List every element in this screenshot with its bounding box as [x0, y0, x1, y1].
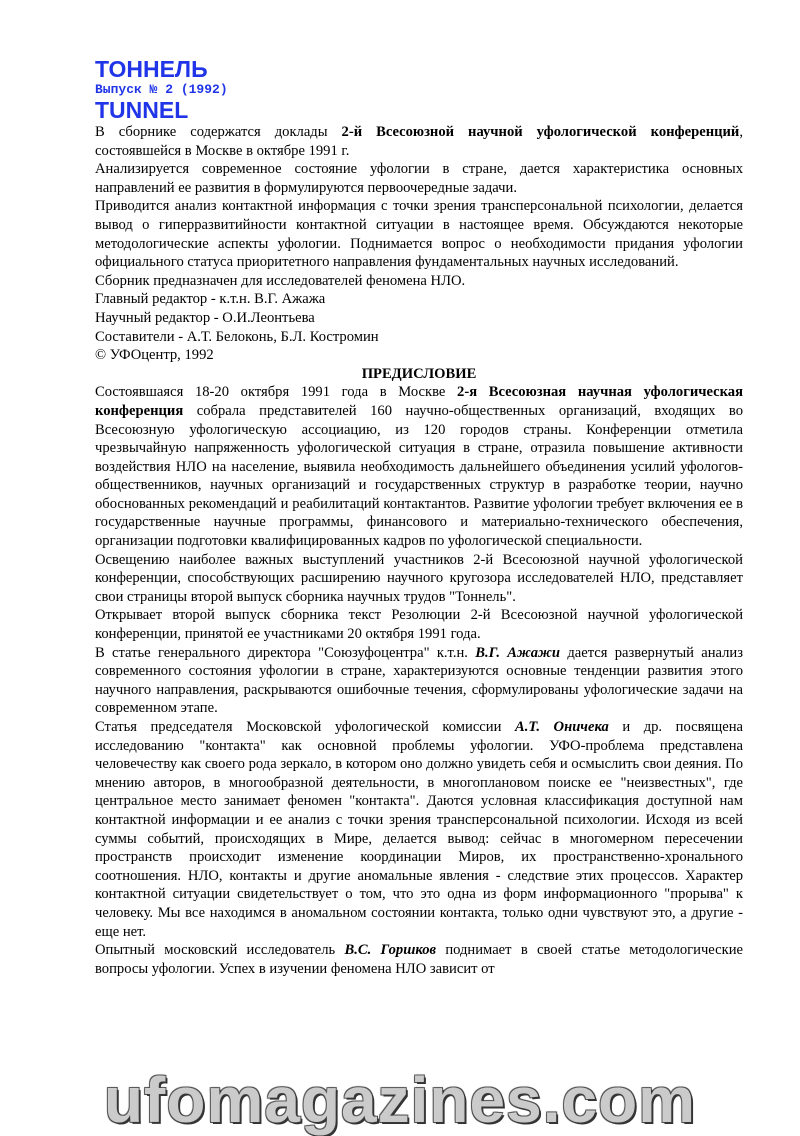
title-russian: ТОННЕЛЬ — [95, 56, 208, 82]
preface-paragraph-4: В статье генерального директора "Союзуфоцентра" к.т.н. В.Г. Ажажи дается развернутый анализ современного состояния уфологии в стране, характеризуются основные тенденции развития этого научного направления, раскрываются ошибочные течения, сформулированы уфологические задачи на современном этапе. — [95, 644, 743, 717]
title-english: TUNNEL — [95, 97, 189, 123]
intro-paragraph-4: Сборник предназначен для исследователей феномена НЛО. — [95, 272, 466, 289]
intro-paragraph-1: В сборнике содержатся доклады 2-й Всесоюзной научной уфологической конференций, состоявшейся в Москве в октябре 1991 г. — [95, 124, 743, 159]
preface-paragraph-6: Опытный московский исследователь В.С. Горшков поднимает в своей статье методологические вопросы уфологии. Успех в изучении феномена НЛО зависит от — [95, 942, 743, 977]
document-page — [95, 56, 743, 978]
issue-number: Выпуск № 2 (1992) — [95, 82, 228, 97]
preface-paragraph-1: Состоявшаяся 18-20 октября 1991 года в Москве 2-я Всесоюзная научная уфологическая конференция собрала представителей 160 научно-общественных организаций, входящих во Всесоюзную уфологическую ассоциацию, из 120 городов страны. Конференции отметила чрезвычайную напряженность уфологической ситуация в стране, отразила повышение активности воздействия НЛО на население, выявила необходимость дальнейшего объединения усилий уфологов-общественников, научных организаций и государственных структур в разработке теории, научно обоснованных рекомендаций и реабилитаций контактантов. Развитие уфологии требует включения ее в государственные научные программы, финансового и материально-технического обеспечения, организации подготовки квалифицированных кадров по уфологической специальности. — [95, 384, 743, 550]
chief-editor: Главный редактор - к.т.н. В.Г. Ажажа — [95, 291, 326, 308]
preface-paragraph-2: Освещению наиболее важных выступлений участников 2-й Всесоюзной научной уфологической конференции, способствующих расширению научного кругозора исследователей НЛО, представляет свои страницы второй выпуск сборника научных трудов "Тоннель". — [95, 551, 743, 605]
intro-paragraph-3: Приводится анализ контактной информация с точки зрения трансперсональной психологии, делается вывод о гиперразвитийности контактной ситуации в настоящее время. Обсуждаются некоторые методологические аспекты уфологии. Поднимается вопрос о необходимости придания уфологии официального статуса приоритетного направления фундаментальных научных исследований. — [95, 198, 743, 271]
preface-paragraph-3: Открывает второй выпуск сборника текст Резолюции 2-й Всесоюзной научной уфологической конференции, принятой ее участниками 20 октября 1991 года. — [95, 607, 743, 643]
site-watermark: ufomagazines.com — [103, 1064, 697, 1136]
preface-paragraph-5: Статья председателя Московской уфологической комиссии А.Т. Оничека и др. посвящена исследованию "контакта" как основной проблемы уфологии. УФО-проблема представлена человечеству как своего рода зеркало, в котором оно должно увидеть себя и осмыслить свои деяния. По мнению авторов, в многообразной деятельности, в многоплановом поиске ее "неизвестных", где центральное место занимает феномен "контакта". Даются условная классификация доступной нам контактной информации и ее анализ с точки зрения трансперсональной психологии. Исходя из всей суммы событий, происходящих в Мире, делается вывод: сейчас в многомерном пересечении пространств происходит изменение координации Миров, их пространственно-хронального соотношения. НЛО, контакты и другие аномальные явления - следствие этих процессов. Характер контактной ситуации свидетельствует о том, что это одна из форм информационного "прорыва" к человеку. Мы все находимся в аномальном состоянии контакта, только одни чувствуют это, а другие - еще нет. — [95, 719, 743, 940]
intro-paragraph-2: Анализируется современное состояние уфологии в стране, дается характеристика основных направлений ее развития в формулируются первоочередные задачи. — [95, 161, 743, 196]
preface-heading: ПРЕДИСЛОВИЕ — [361, 365, 477, 382]
science-editor: Научный редактор - О.И.Леонтьева — [95, 309, 315, 326]
copyright: © УФОцентр, 1992 — [95, 347, 214, 364]
compilers: Составители - А.Т. Белоконь, Б.Л. Костромин — [95, 328, 379, 345]
